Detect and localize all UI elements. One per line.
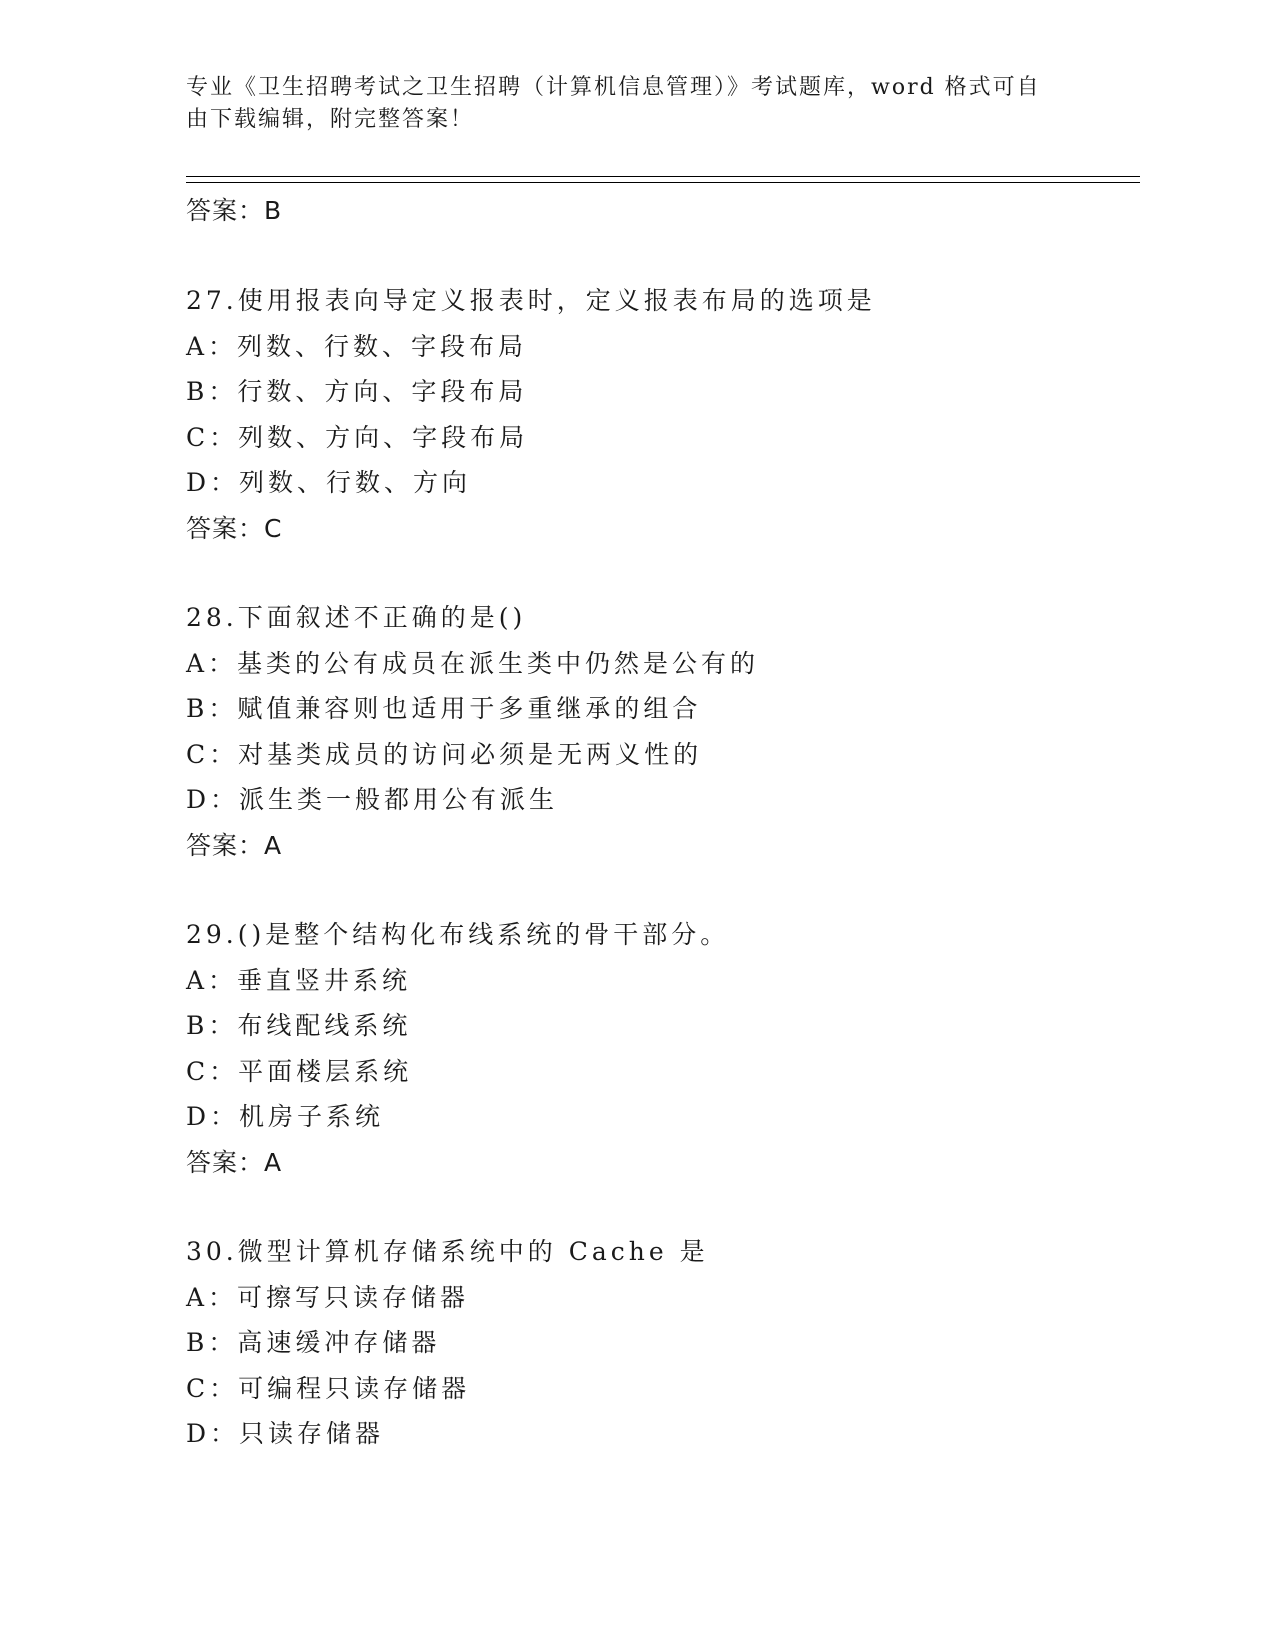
option-c: C：对基类成员的访问必须是无两义性的 [186,739,703,769]
option-c: C：可编程只读存储器 [186,1373,471,1403]
question-28 [186,595,1126,868]
option-a: A：垂直竖井系统 [186,965,412,995]
answer: 答案：C [186,513,283,543]
question-stem: 28.下面叙述不正确的是() [186,603,527,632]
option-c: C：列数、方向、字段布局 [186,422,529,452]
option-a: A：基类的公有成员在派生类中仍然是公有的 [186,648,760,678]
header-divider-top [186,176,1140,177]
answer: 答案：A [186,830,283,860]
question-list [186,188,1126,1457]
option-a: A：列数、行数、字段布局 [186,331,528,361]
document-header [186,72,1086,136]
option-d: D：列数、行数、方向 [186,468,472,497]
question-stem: 30.微型计算机存储系统中的 Cache 是 [186,1237,709,1266]
option-d: D：机房子系统 [186,1102,385,1131]
header-line-1: 专业《卫生招聘考试之卫生招聘（计算机信息管理）》考试题库，word 格式可自 [186,75,1041,100]
option-a: A：可擦写只读存储器 [186,1282,470,1312]
option-b: B：布线配线系统 [186,1011,412,1040]
option-d: D：派生类一般都用公有派生 [186,785,559,814]
question-30 [186,1229,1126,1457]
answer: 答案：A [186,1147,283,1177]
option-b: B：高速缓冲存储器 [186,1328,441,1357]
question-stem: 27.使用报表向导定义报表时，定义报表布局的选项是 [186,286,876,315]
question-29 [186,912,1126,1185]
leading-answer: 答案：B [186,196,283,225]
option-c: C：平面楼层系统 [186,1056,413,1086]
question-stem: 29.()是整个结构化布线系统的骨干部分。 [186,920,730,949]
header-line-2: 由下载编辑，附完整答案！ [186,107,475,132]
option-d: D：只读存储器 [186,1419,385,1448]
question-27 [186,278,1126,551]
option-b: B：行数、方向、字段布局 [186,377,528,406]
header-divider-bottom [186,182,1140,183]
option-b: B：赋值兼容则也适用于多重继承的组合 [186,694,702,723]
